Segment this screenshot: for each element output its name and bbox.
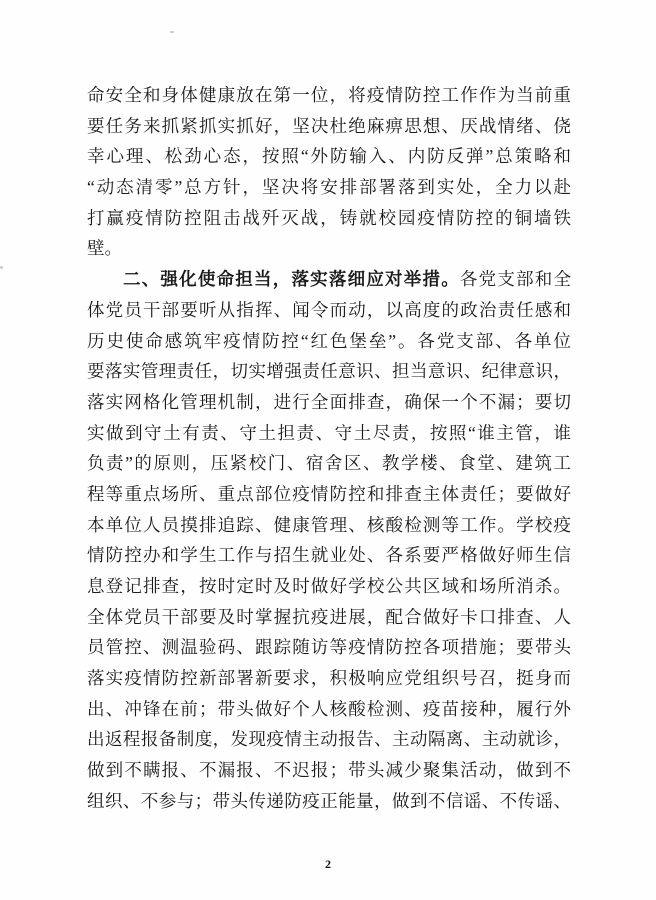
scan-speck [0,266,3,269]
text-line: 情防控办和学生工作与招生就业处、各系要严格做好师生信 [87,545,571,566]
section-heading-line [87,264,571,295]
text-line: 做到不瞒报、不漏报、不迟报；带头减少聚集活动，做到不 [87,760,571,781]
text-line: 出返程报备制度，发现疫情主动报告、主动隔离、主动就诊， [87,729,571,750]
text-line: 命安全和身体健康放在第一位，将疫情防控工作作为当前重 [87,85,571,105]
text-line: 落实疫情防控新部署新要求，积极响应党组织号召，挺身而 [87,668,571,689]
page-number: 2 [325,857,331,871]
text-line: 打赢疫情防控阻击战歼灭战，铸就校园疫情防控的铜墙铁 [87,207,571,228]
text-line: 要落实管理责任，切实增强责任意识、担当意识、纪律意识， [87,361,571,382]
text-line: 负责”的原则，压紧校门、宿舍区、教学楼、食堂、建筑工 [87,453,571,474]
text-line: 壁。 [87,238,122,259]
section-heading-continuation: 各党支部和全 [459,269,571,290]
text-line: 实做到守土有责、守土担责、守土尽责，按照“谁主管，谁 [87,422,571,443]
text-line: 幸心理、松劲心态，按照“外防输入、内防反弹”总策略和 [87,146,571,167]
text-line: 员管控、测温验码、跟踪随访等疫情防控各项措施；要带头 [87,637,571,658]
text-line: 息登记排查，按时定时及时做好学校公共区域和场所消杀。 [87,576,571,596]
section-heading: 二、强化使命担当，落实落细应对举措。 [123,269,460,290]
text-line: 本单位人员摸排追踪、健康管理、核酸检测等工作。学校疫 [87,514,571,535]
body-text [87,80,571,817]
text-line: 体党员干部要听从指挥、闻令而动，以高度的政治责任感和 [87,299,571,320]
text-line: 程等重点场所、重点部位疫情防控和排查主体责任；要做好 [87,483,571,504]
scan-speck [170,31,174,33]
text-line: 组织、不参与；带头传递防疫正能量，做到不信谣、不传谣、 [87,790,571,811]
text-line: 历史使命感筑牢疫情防控“红色堡垒”。各党支部、各单位 [87,330,571,351]
text-line: “动态清零”总方针，坚决将安排部署落到实处，全力以赴 [87,177,571,198]
text-line: 落实网格化管理机制，进行全面排查，确保一个不漏；要切 [87,391,571,412]
text-line: 出、冲锋在前；带头做好个人核酸检测、疫苗接种，履行外 [87,698,571,719]
text-line: 全体党员干部要及时掌握抗疫进展，配合做好卡口排查、人 [87,606,571,627]
text-line: 要任务来抓紧抓实抓好，坚决杜绝麻痹思想、厌战情绪、侥 [87,115,571,136]
